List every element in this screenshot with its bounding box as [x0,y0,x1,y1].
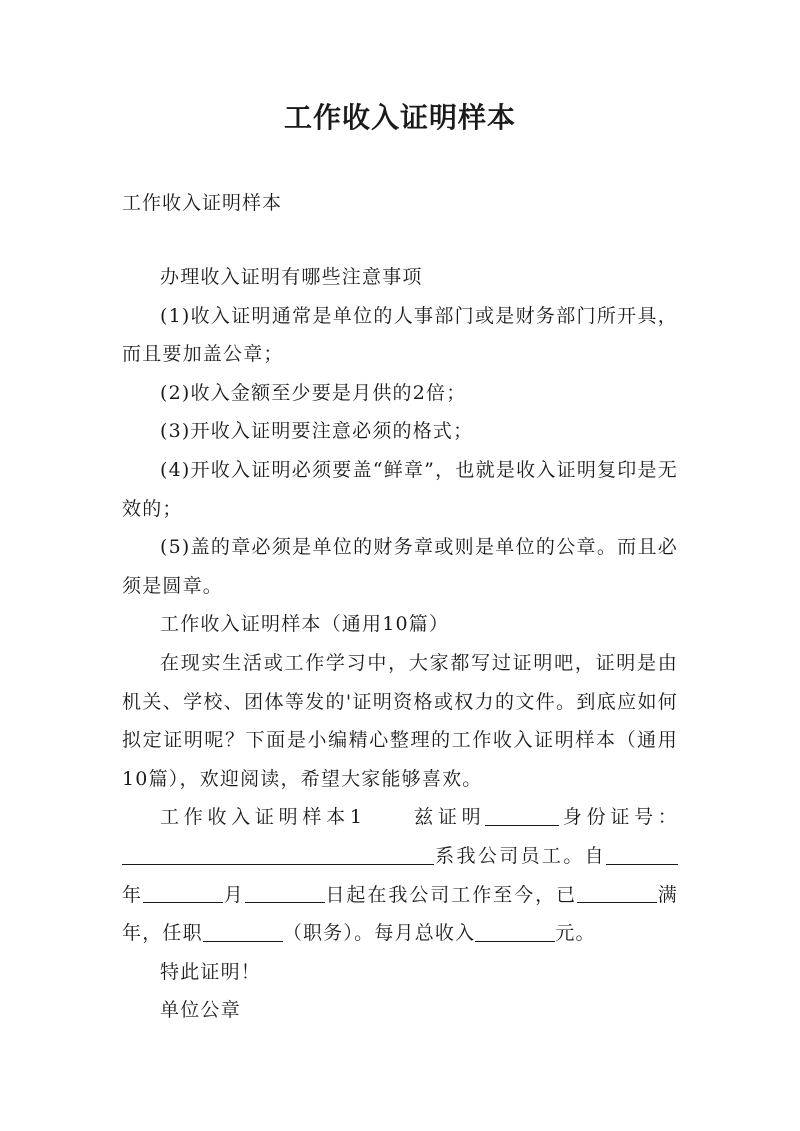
sample1-day-since-text: 日起在我公司工作至今，已 [324,883,578,906]
closing-text: 特此证明！ [160,960,262,983]
document-subtitle: 工作收入证明样本 [122,192,283,214]
position-blank [203,922,283,942]
note-item-2: (2)收入金额至少要是月供的2倍； [160,381,467,404]
name-blank [485,806,559,826]
document-title: 工作收入证明样本 [283,101,516,134]
note-item-5: (5)盖的章必须是单位的财务章或则是单位的公章。而且必须是圆章。 [122,536,678,597]
sample1-certify-text: 兹证明 [414,806,486,829]
document-body [122,258,678,1030]
start-day-blank [245,883,325,903]
sample1-employee-text: 系我公司员工。自 [434,844,606,867]
notes-heading: 办理收入证明有哪些注意事项 [160,266,423,288]
intro-paragraph: 在现实生活或工作学习中，大家都写过证明吧，证明是由机关、学校、团体等发的'证明资格或权力的文件。到底应如何拟定证明呢？下面是小编精心整理的工作收入证明样本（通用10篇），欢迎阅读，希望大家能够喜欢。 [122,651,678,790]
sample1-paragraph [122,798,678,952]
sample1-position-text: （职务）。每月总收入 [282,922,476,945]
start-year-blank [606,845,678,865]
note-item-3: (3)开收入证明要注意必须的格式； [160,420,474,443]
sample1-full-text: 满年，任职 [122,883,679,945]
seal-text: 单位公章 [160,999,241,1022]
id-number-blank [122,845,434,865]
sample1-yuan-text: 元。 [555,922,596,945]
sample-heading: 工作收入证明样本（通用10篇） [160,613,450,636]
sample1-id-text: 身份证号： [559,806,678,829]
sample1-month-text: 月 [222,883,245,906]
income-blank [475,922,555,942]
note-item-4: (4)开收入证明必须要盖“鲜章”，也就是收入证明复印是无效的； [122,458,678,520]
years-blank [577,883,657,903]
note-item-1: (1)收入证明通常是单位的人事部门或是财务部门所开具，而且要加盖公章； [122,304,678,366]
sample1-year-text: 年 [122,883,143,906]
sample1-label: 工作收入证明样本1 [160,806,364,829]
start-month-blank [143,883,223,903]
